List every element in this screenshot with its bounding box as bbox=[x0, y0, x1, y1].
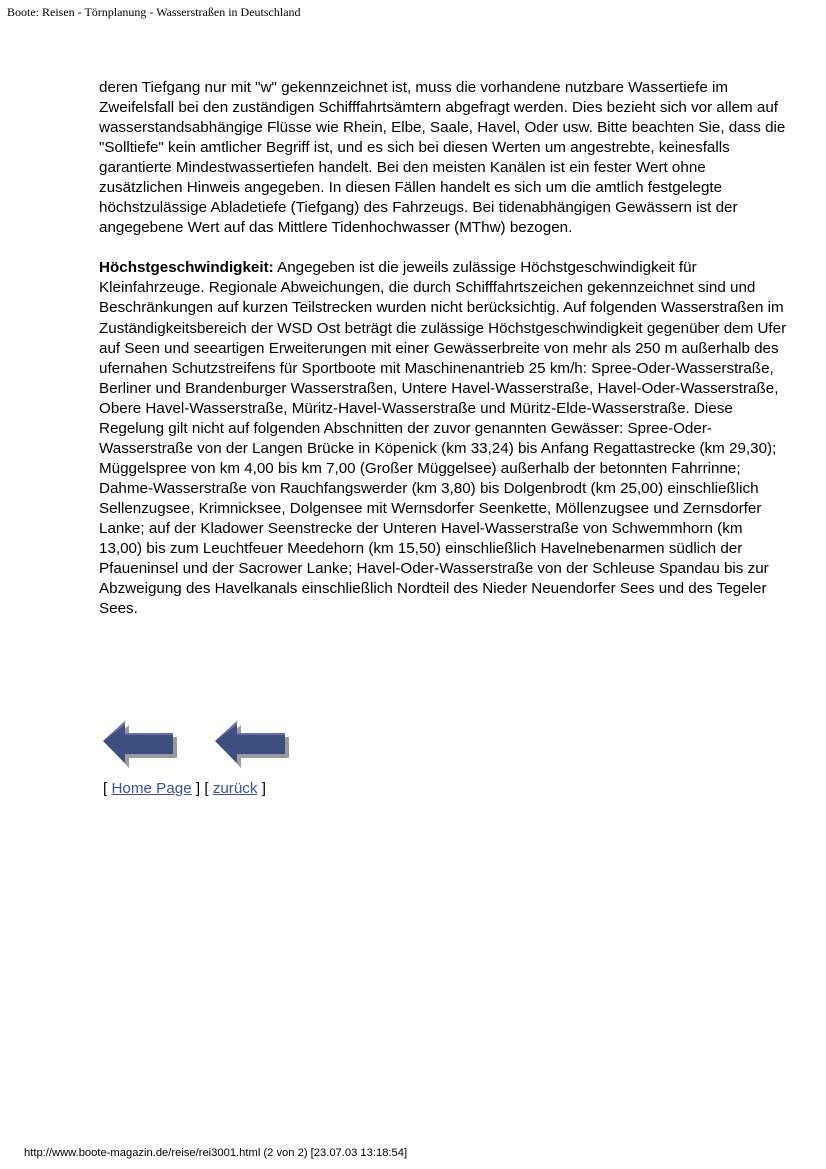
home-page-link[interactable]: Home Page bbox=[111, 780, 192, 797]
left-arrow-icon bbox=[101, 718, 183, 768]
text-navigation bbox=[103, 779, 266, 799]
bracket-close: ] bbox=[257, 780, 266, 797]
bracket-separator: ] [ bbox=[191, 780, 213, 797]
back-link[interactable]: zurück bbox=[212, 780, 258, 797]
left-arrow-icon bbox=[213, 718, 295, 768]
print-header-title: Boote: Reisen - Törnplanung - Wasserstraßen in Deutschland bbox=[7, 5, 301, 19]
back-arrow-button[interactable] bbox=[213, 718, 295, 768]
bracket-open: [ bbox=[103, 780, 112, 797]
home-arrow-button[interactable] bbox=[101, 718, 183, 768]
article-body bbox=[99, 78, 789, 619]
paragraph-hoechstgeschwindigkeit bbox=[99, 258, 789, 619]
nav-arrow-buttons bbox=[101, 718, 301, 768]
paragraph-solltiefe: deren Tiefgang nur mit "w" gekennzeichnet ist, muss die vorhandene nutzbare Wassertiefe im Zweifelsfall bei den zuständigen Schifffahrtsämtern abgefragt werden. Dies bezieht sich vor allem auf wasserstandsabhängige Flüsse wie Rhein, Elbe, Saale, Havel, Oder usw. Bitte beachten Sie, dass die "Solltiefe" kein amtlicher Begriff ist, und es sich bei diesen Werten um angestrebte, keinesfalls garantierte Mindestwassertiefen handelt. Bei den meisten Kanälen ist ein fester Wert ohne zusätzlichen Hinweis angegeben. In diesen Fällen handelt es sich um die amtlich festgelegte höchstzulässige Abladetiefe (Tiefgang) des Fahrzeugs. Bei tidenabhängigen Gewässern ist der angegebene Wert auf das Mittlere Tidenhochwasser (MThw) bezogen. bbox=[99, 79, 786, 237]
term-hoechstgeschwindigkeit: Höchstgeschwindigkeit: bbox=[99, 259, 274, 277]
paragraph-hoechstgeschwindigkeit-text: Angegeben ist die jeweils zulässige Höchstgeschwindigkeit für Kleinfahrzeuge. Regionale Abweichungen, die durch Schifffahrtszeichen gekennzeichnet sind und Beschränkungen auf kurzen Teilstrecken wurden nicht berücksichtig. Auf folgenden Wasserstraßen im Zuständigkeitsbereich der WSD Ost beträgt die zulässige Höchstgeschwindigkeit gegenüber dem Ufer auf Seen und seeartigen Erweiterungen mit einer Gewässerbreite von mehr als 250 m außerhalb des ufernahen Schutzstreifens für Sportboote mit Maschinenantrieb 25 km/h: Spree-Oder-Wasserstraße, Berliner und Brandenburger Wasserstraßen, Untere Havel-Wasserstraße, Havel-Oder-Wasserstraße, Obere Havel-Wasserstraße, Müritz-Havel-Wasserstraße und Müritz-Elde-Wasserstraße. Diese Regelung gilt nicht auf folgenden Abschnitten der zuvor genannten Gewässer: Spree-Oder-Wasserstraße von der Langen Brücke in Köpenick (km 33,24) bis Anfang Regattastrecke (km 29,30); Müggelspree von km 4,00 bis km 7,00 (Großer Müggelsee) außerhalb der betonnten Fahrrinne; Dahme-Wasserstraße von Rauchfangswerder (km 3,80) bis Dolgenbrodt (km 25,00) einschließlich Sellenzugsee, Krimnicksee, Dolgensee mit Wernsdorfer Seenkette, Möllenzugsee und Zernsdorfer Lanke; auf der Kladower Seenstrecke der Unteren Havel-Wasserstraße von Schwemmhorn (km 13,00) bis zum Leuchtfeuer Meedehorn (km 15,50) einschließlich Havelnebenarmen südlich der Pfaueninsel und der Sacrower Lanke; Havel-Oder-Wasserstraße von der Schleuse Spandau bis zur Abzweigung des Havelkanals einschließlich Nordteil des Nieder Neuendorfer Sees und des Tegeler Sees. bbox=[99, 259, 787, 618]
print-footer-url: http://www.boote-magazin.de/reise/rei3001.html (2 von 2) [23.07.03 13:18:54] bbox=[24, 1147, 408, 1159]
